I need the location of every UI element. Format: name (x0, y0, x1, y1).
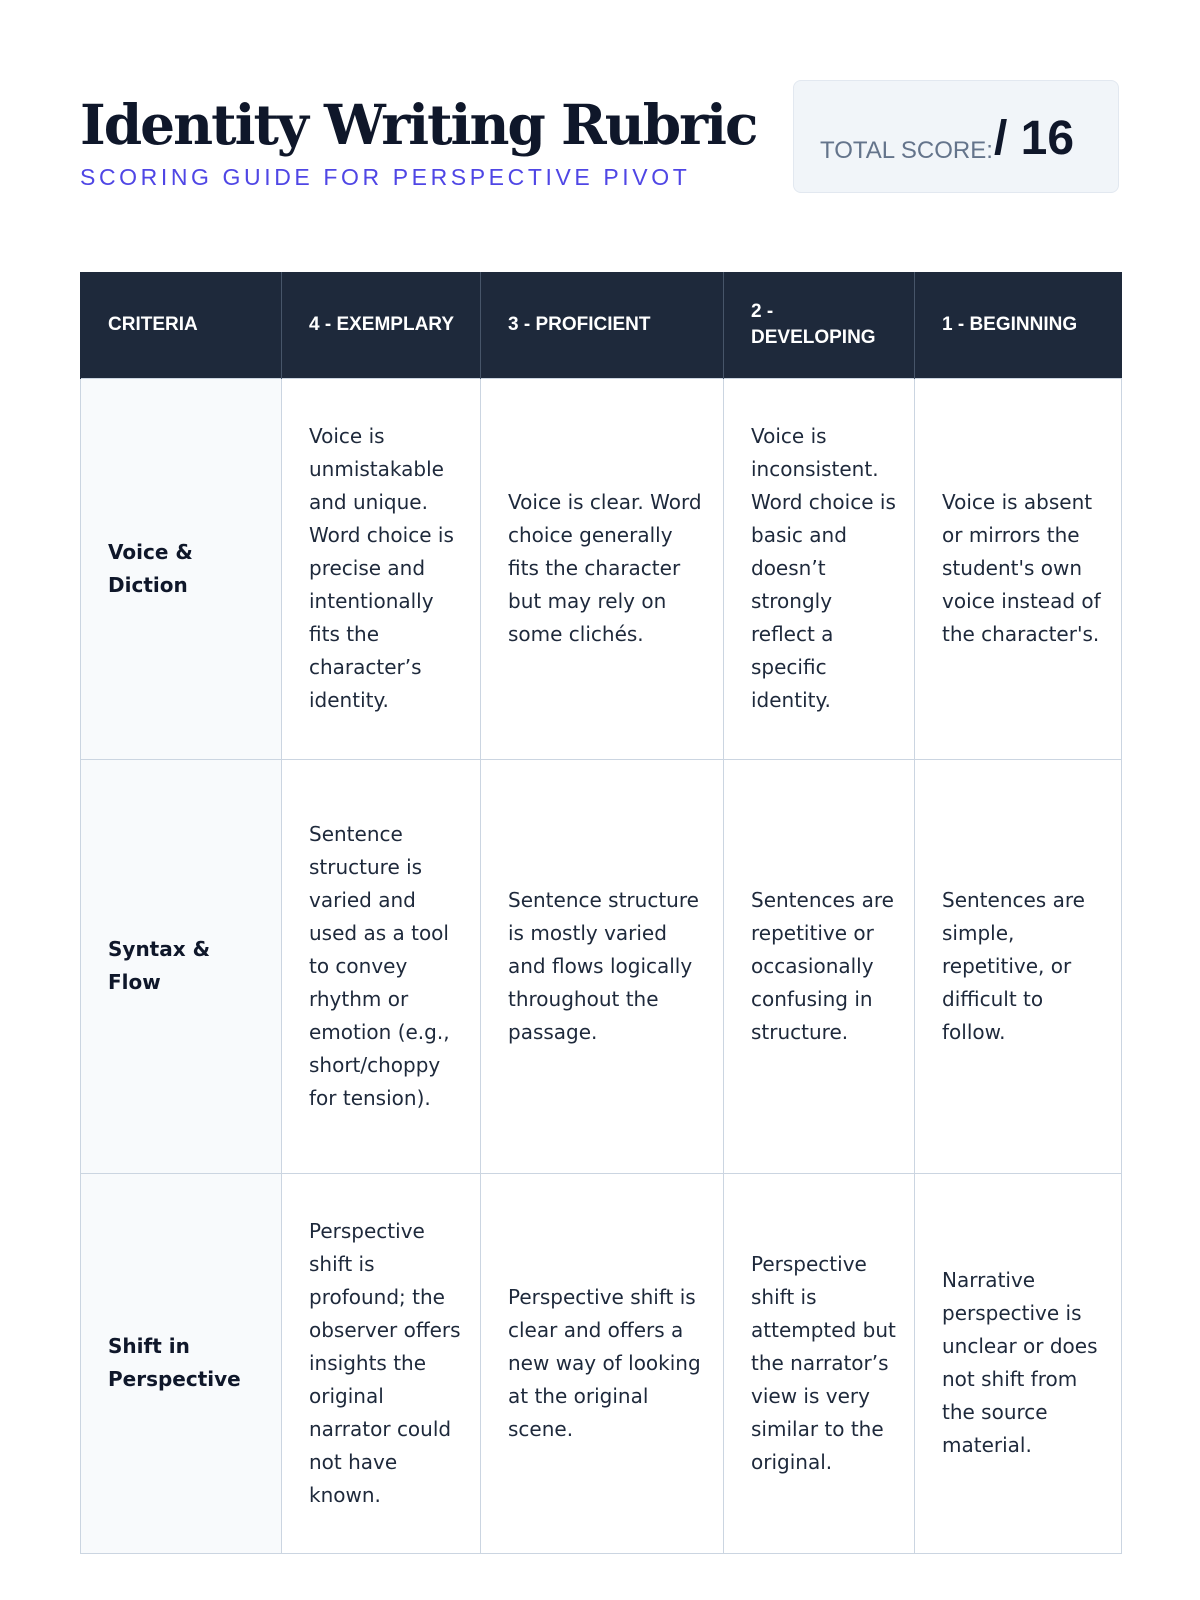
header (80, 80, 1120, 205)
column-header-criteria: CRITERIA (81, 272, 282, 378)
column-header-beginning: 1 - BEGINNING (915, 272, 1122, 378)
proficient-cell: Sentence structure is mostly varied and flows logically throughout the passage. (481, 759, 724, 1173)
criteria-cell: Syntax & Flow (81, 759, 282, 1173)
beginning-cell: Voice is absent or mirrors the student's own voice instead of the character's. (915, 378, 1122, 759)
table-row (81, 1173, 1122, 1553)
column-header-developing: 2 - DEVELOPING (724, 272, 915, 378)
column-header-exemplary: 4 - EXEMPLARY (282, 272, 481, 378)
table-row (81, 378, 1122, 759)
exemplary-cell: Sentence structure is varied and used as a tool to convey rhythm or emotion (e.g., short/choppy for tension). (282, 759, 481, 1173)
developing-cell: Voice is inconsistent. Word choice is basic and doesn’t strongly reflect a specific identity. (724, 378, 915, 759)
total-score-value: / 16 (994, 112, 1075, 165)
table-header-row (81, 272, 1122, 378)
criteria-cell: Voice & Diction (81, 378, 282, 759)
criteria-cell: Shift in Perspective (81, 1173, 282, 1553)
developing-cell: Sentences are repetitive or occasionally confusing in structure. (724, 759, 915, 1173)
rubric-table (80, 272, 1122, 1554)
proficient-cell: Perspective shift is clear and offers a new way of looking at the original scene. (481, 1173, 724, 1553)
exemplary-cell: Perspective shift is profound; the observer offers insights the original narrator could not have known. (282, 1173, 481, 1553)
proficient-cell: Voice is clear. Word choice generally fits the character but may rely on some clichés. (481, 378, 724, 759)
exemplary-cell: Voice is unmistakable and unique. Word choice is precise and intentionally fits the character’s identity. (282, 378, 481, 759)
beginning-cell: Sentences are simple, repetitive, or difficult to follow. (915, 759, 1122, 1173)
developing-cell: Perspective shift is attempted but the narrator’s view is very similar to the original. (724, 1173, 915, 1553)
page-title: Identity Writing Rubric (80, 92, 757, 157)
beginning-cell: Narrative perspective is unclear or does not shift from the source material. (915, 1173, 1122, 1553)
total-score-label: TOTAL SCORE: (820, 137, 993, 164)
page-subtitle: SCORING GUIDE FOR PERSPECTIVE PIVOT (80, 164, 691, 190)
column-header-proficient: 3 - PROFICIENT (481, 272, 724, 378)
table-row (81, 759, 1122, 1173)
total-score-box (793, 80, 1119, 193)
